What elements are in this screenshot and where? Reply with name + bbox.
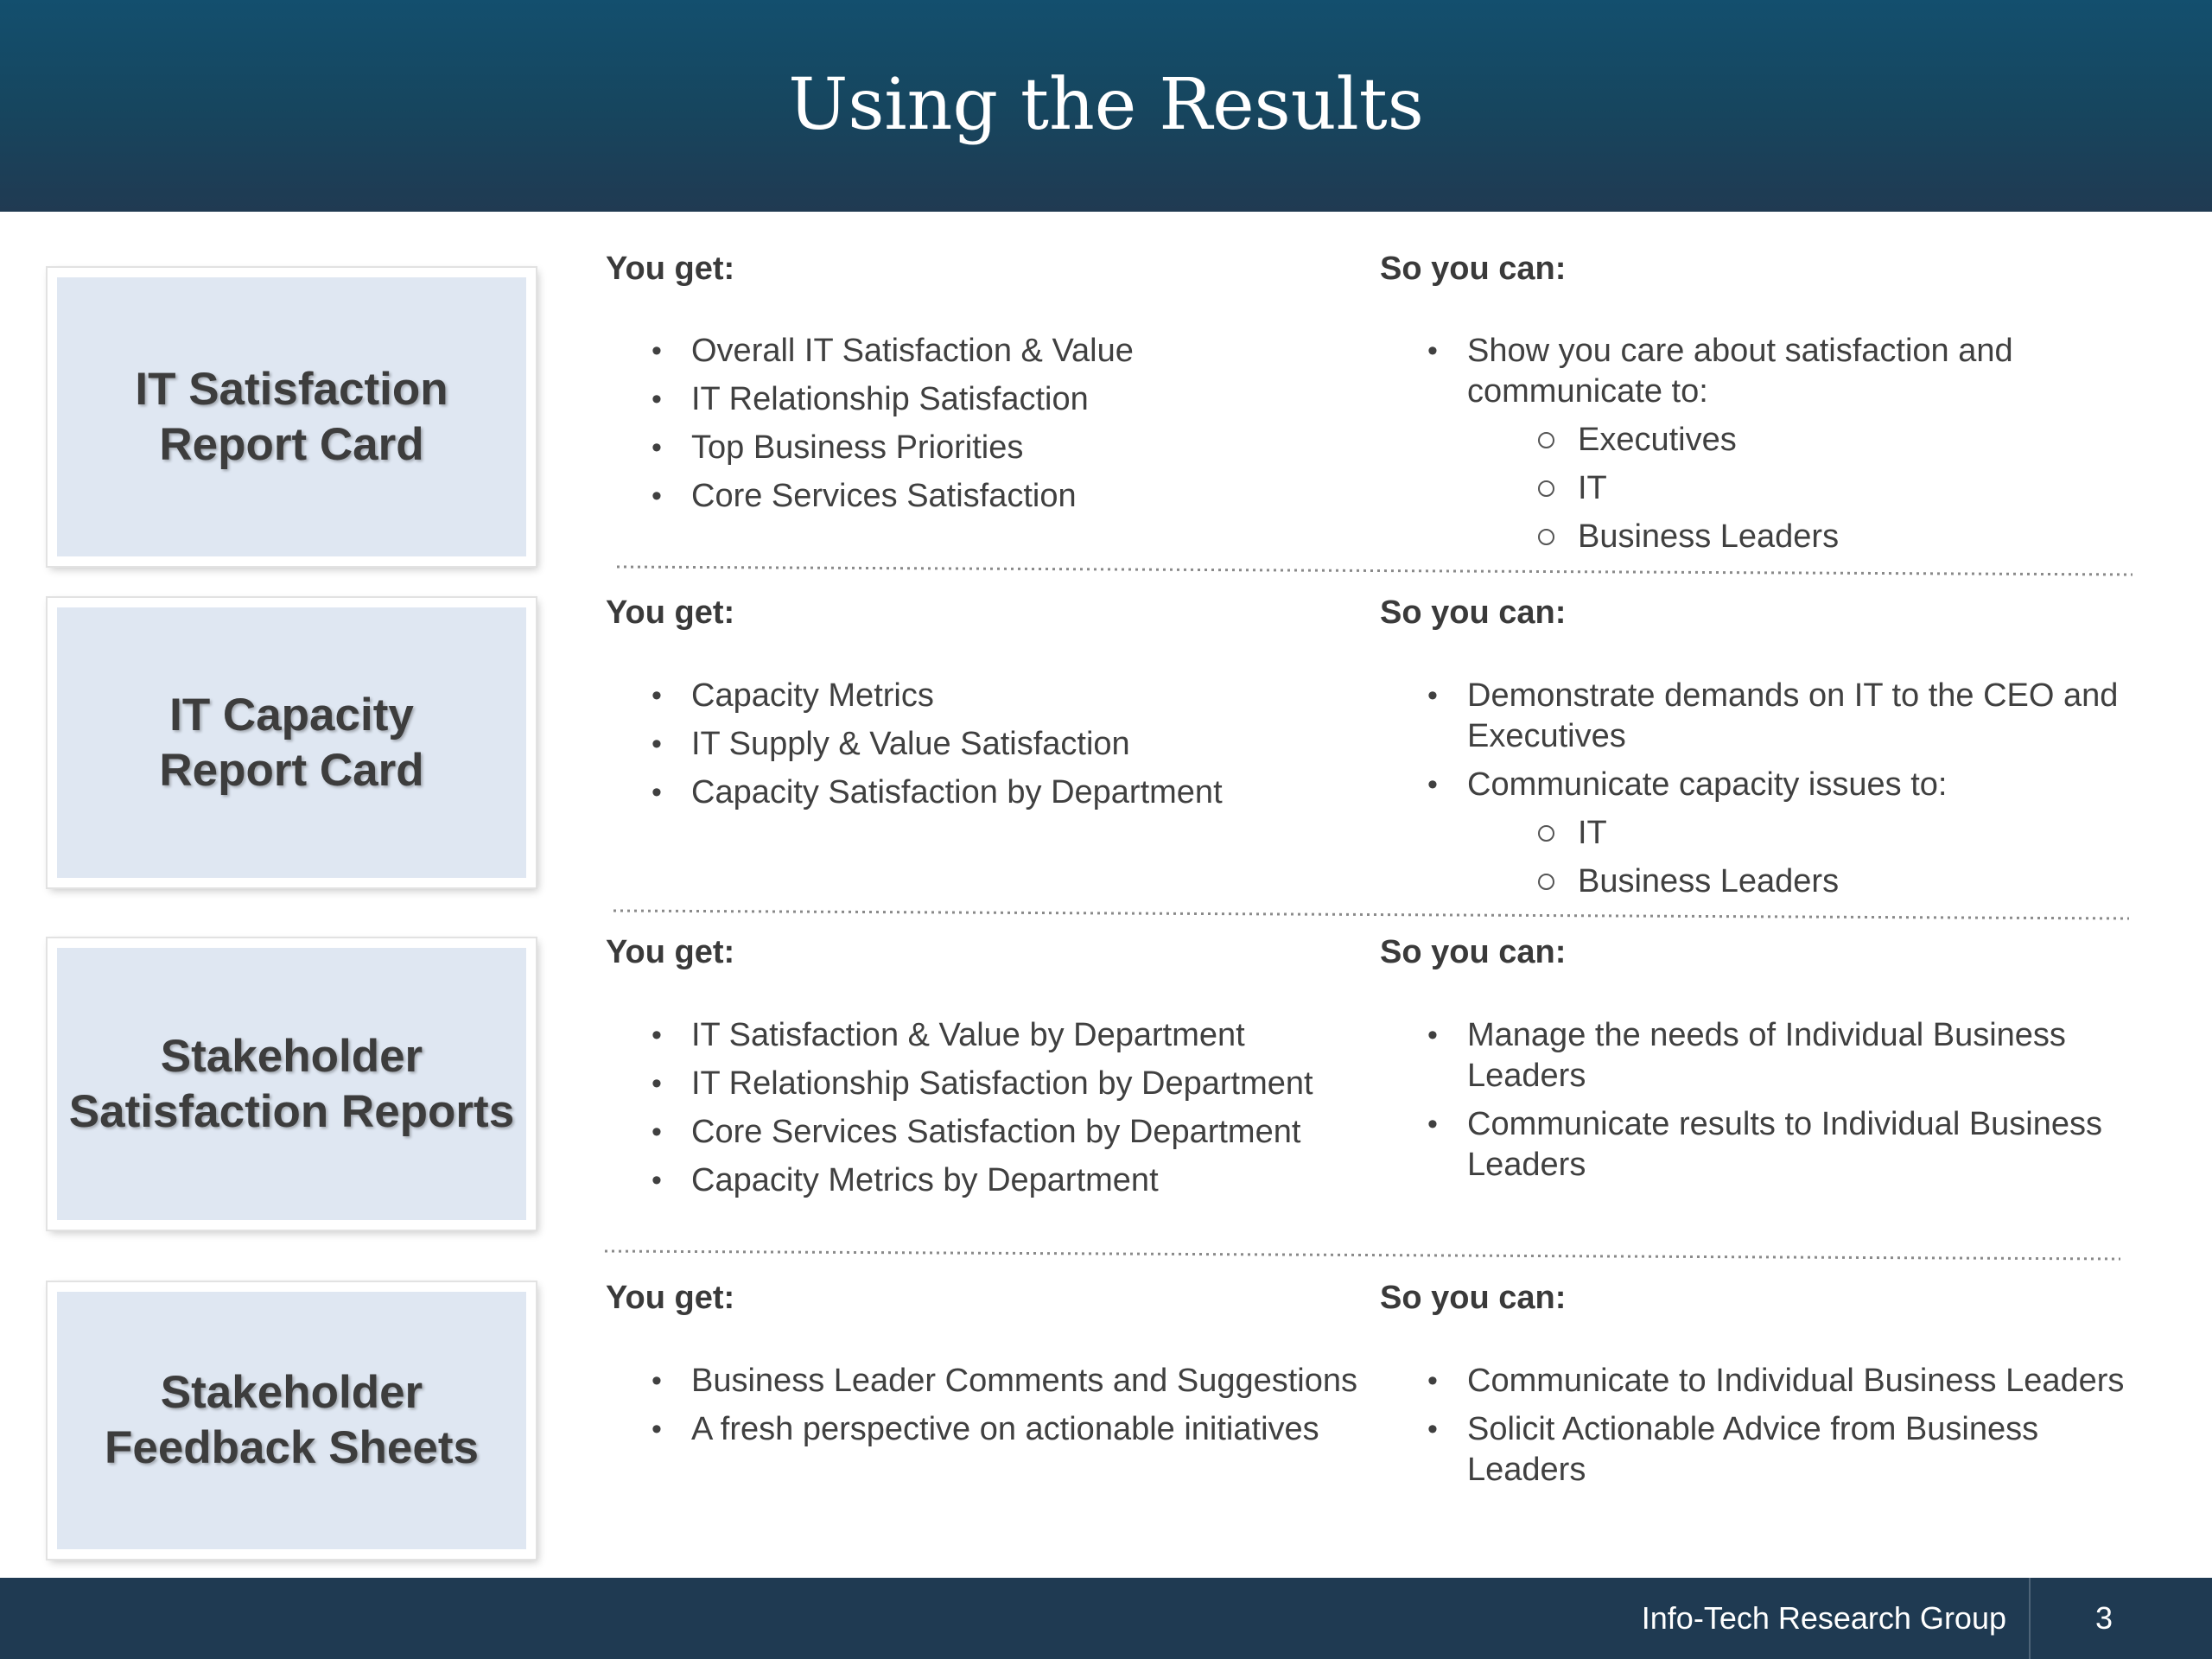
so-you-can-list — [1382, 1015, 2126, 1193]
page-number: 3 — [2094, 1600, 2113, 1636]
list-item: • A fresh perspective on actionable initiatives — [607, 1409, 1367, 1450]
you-get-heading: You get: — [606, 594, 735, 631]
so-you-can-heading: So you can: — [1380, 934, 1567, 970]
list-item: • Capacity Metrics by Department — [607, 1160, 1367, 1201]
sub-list-item: Executives — [1467, 420, 2126, 461]
so-you-can-heading: So you can: — [1380, 594, 1567, 631]
list-item: • IT Relationship Satisfaction — [607, 379, 1350, 420]
list-item: • IT Supply & Value Satisfaction — [607, 724, 1350, 765]
list-item: • Business Leader Comments and Suggestions — [607, 1361, 1367, 1402]
you-get-heading: You get: — [606, 1280, 735, 1316]
you-get-heading: You get: — [606, 934, 735, 970]
list-item: • Communicate results to Individual Business Leaders — [1382, 1104, 2126, 1185]
card-stakeholder-satisfaction — [48, 938, 536, 1230]
card-title: Stakeholder Satisfaction Reports — [68, 1030, 515, 1137]
you-get-list — [607, 1015, 1367, 1209]
divider-line — [613, 911, 2129, 918]
slide-footer — [0, 1578, 2212, 1659]
card-it-capacity — [48, 598, 536, 887]
you-get-list — [607, 1361, 1367, 1458]
list-item: • IT Relationship Satisfaction by Department — [607, 1064, 1367, 1104]
list-item: • Capacity Satisfaction by Department — [607, 772, 1350, 813]
sub-list-item: Business Leaders — [1467, 517, 2126, 557]
footer-company: Info-Tech Research Group — [1641, 1600, 2006, 1636]
card-title: IT Capacity Report Card — [159, 689, 424, 796]
list-item: • Communicate to Individual Business Leaders — [1382, 1361, 2126, 1402]
sub-list-item: Business Leaders — [1467, 861, 2126, 902]
list-item: • Core Services Satisfaction — [607, 476, 1350, 517]
list-item: • IT Satisfaction & Value by Department — [607, 1015, 1367, 1056]
list-item: • Overall IT Satisfaction & Value — [607, 331, 1350, 372]
list-item: • Show you care about satisfaction and communicate to: Executives IT Business Leaders — [1382, 331, 2126, 557]
card-title: Stakeholder Feedback Sheets — [104, 1367, 480, 1473]
card-title: IT Satisfaction Report Card — [135, 363, 448, 470]
divider-line — [605, 1251, 2120, 1259]
list-item: • Top Business Priorities — [607, 428, 1350, 468]
you-get-list — [607, 676, 1350, 821]
list-item: • Communicate capacity issues to: IT Business Leaders — [1382, 765, 2126, 902]
list-item: • Capacity Metrics — [607, 676, 1350, 716]
slide-title: Using the Results — [788, 64, 1424, 146]
sub-list — [1467, 813, 2126, 902]
list-item: • Core Services Satisfaction by Department — [607, 1112, 1367, 1153]
so-you-can-list — [1382, 676, 2126, 910]
so-you-can-list — [1382, 1361, 2126, 1498]
sub-list-item: IT — [1467, 813, 2126, 854]
so-you-can-heading: So you can: — [1380, 1280, 1567, 1316]
list-item: • Demonstrate demands on IT to the CEO and Executives — [1382, 676, 2126, 757]
card-stakeholder-feedback — [48, 1282, 536, 1559]
you-get-heading: You get: — [606, 251, 735, 287]
list-item: • Manage the needs of Individual Business Leaders — [1382, 1015, 2126, 1096]
sub-list-item: IT — [1467, 468, 2126, 509]
list-item: • Solicit Actionable Advice from Business Leaders — [1382, 1409, 2126, 1491]
so-you-can-heading: So you can: — [1380, 251, 1567, 287]
divider-line — [617, 567, 2133, 575]
